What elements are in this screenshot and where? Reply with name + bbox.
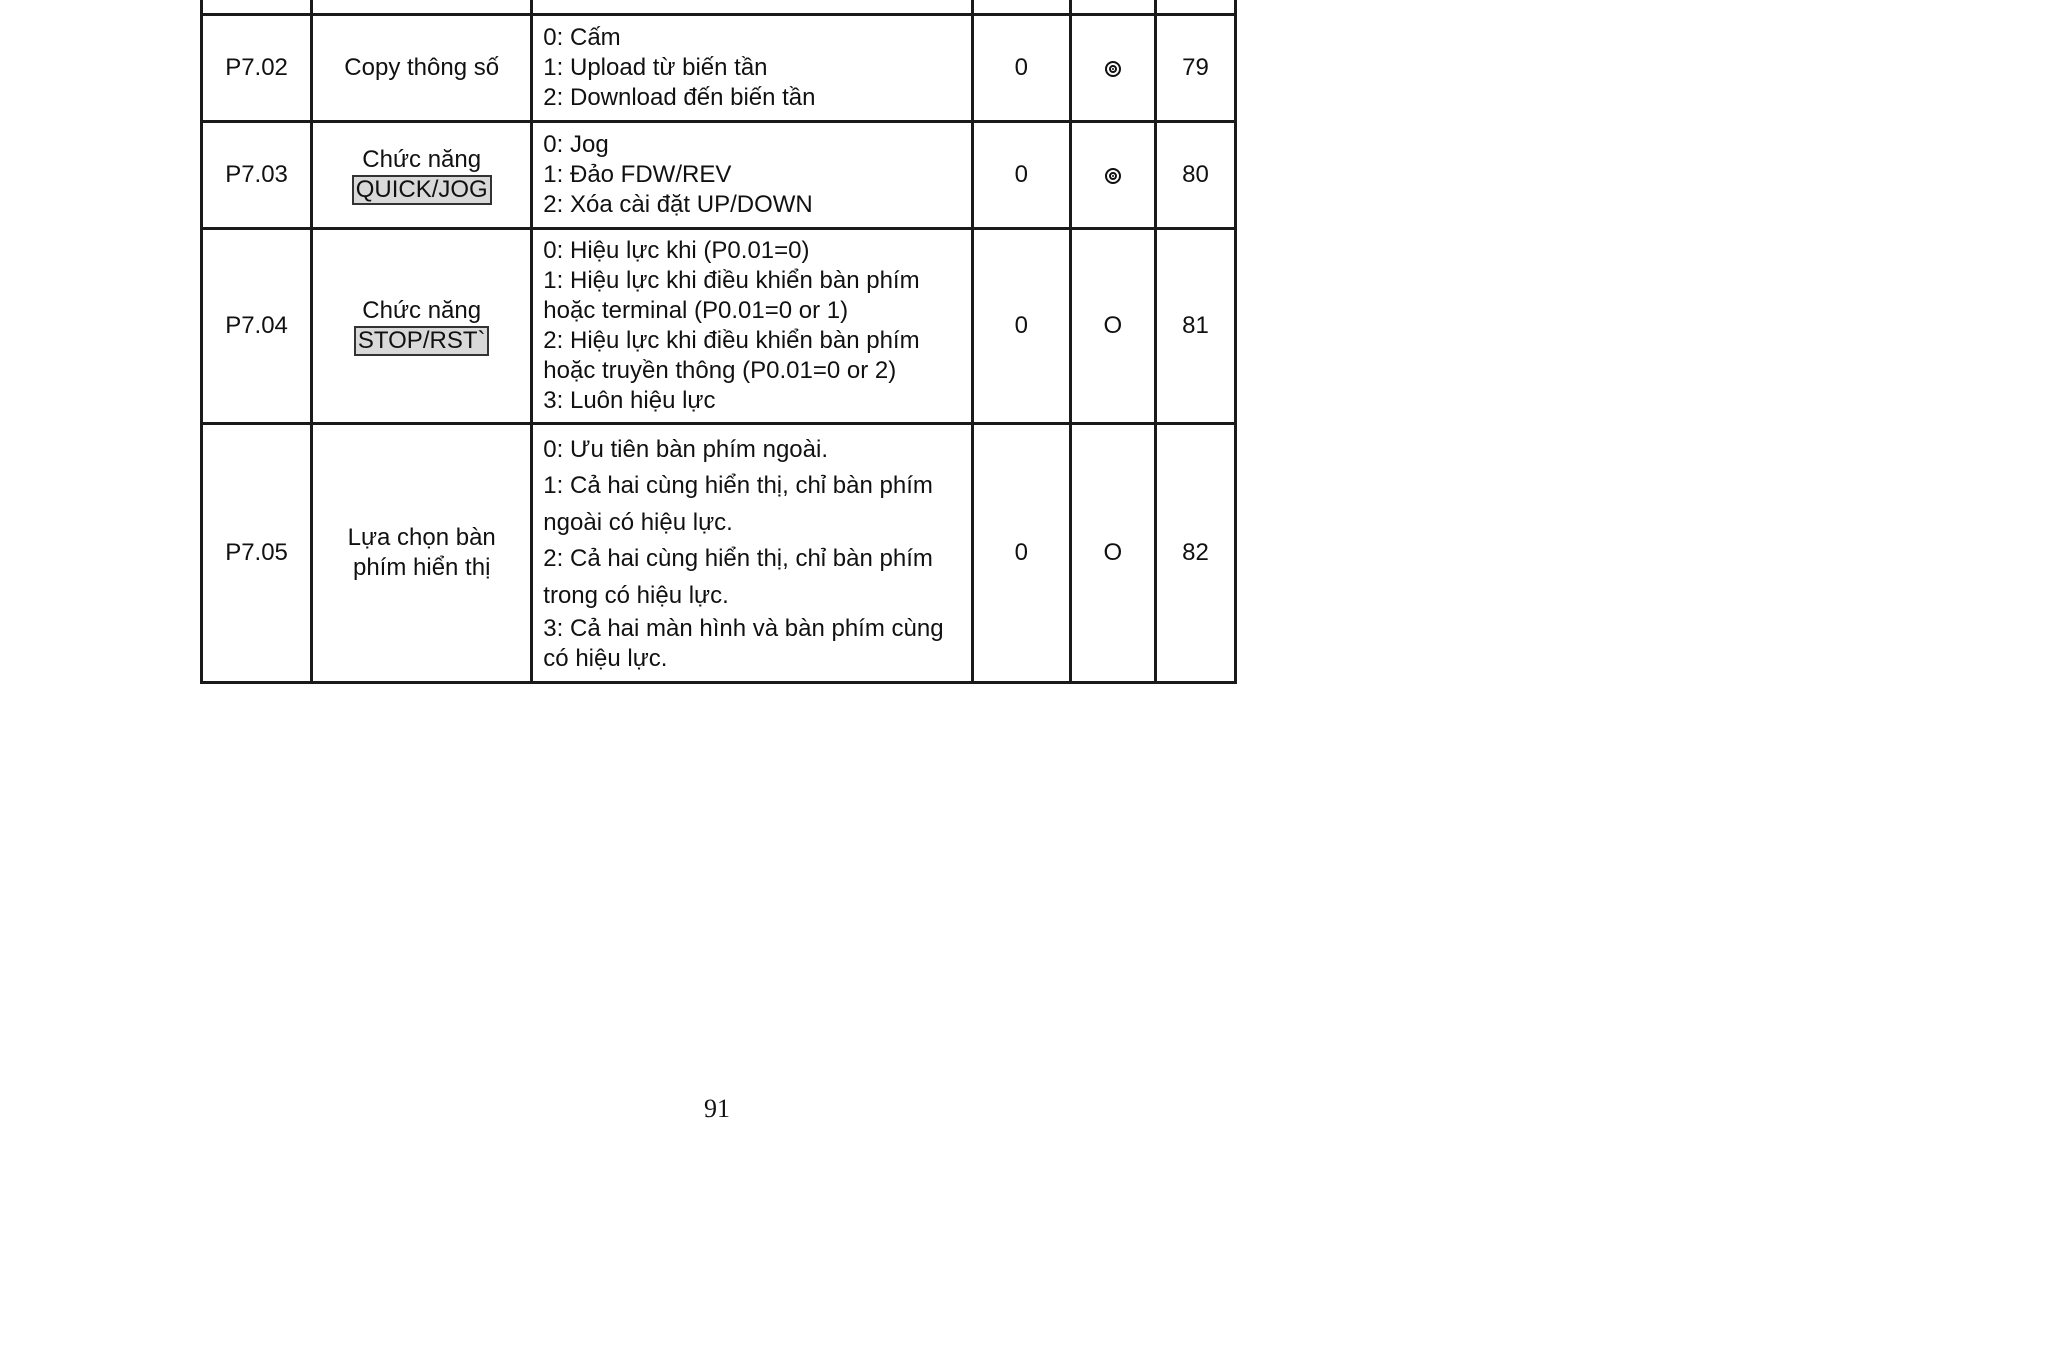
- desc-line: 3: Cả hai màn hình và bàn phím cùng: [543, 615, 944, 643]
- key-label-box: QUICK/JOG: [352, 175, 492, 205]
- table-row: [202, 122, 1236, 229]
- desc-line: 1: Cả hai cùng hiển thị, chỉ bàn phím: [543, 472, 933, 500]
- desc-line: hoặc terminal (P0.01=0 or 1): [543, 297, 849, 324]
- param-code: P7.02: [202, 15, 312, 122]
- desc-line: 1: Đảo FDW/REV: [543, 161, 732, 188]
- param-default: 0: [972, 229, 1070, 424]
- desc-line: 0: Jog: [543, 131, 609, 158]
- desc-line: 3: Luôn hiệu lực: [543, 387, 716, 414]
- desc-line: 2: Cả hai cùng hiển thị, chỉ bàn phím: [543, 545, 933, 573]
- param-name-line: Lựa chọn bàn: [347, 524, 496, 551]
- double-circle-icon: [1105, 61, 1121, 77]
- table-row: [202, 424, 1236, 683]
- key-label-box: STOP/RST`: [354, 326, 490, 356]
- desc-line: 1: Hiệu lực khi điều khiển bàn phím: [543, 267, 920, 294]
- param-number: 82: [1155, 424, 1235, 683]
- param-number: 80: [1155, 122, 1235, 229]
- desc-line: hoặc truyền thông (P0.01=0 or 2): [543, 357, 897, 384]
- param-name: [312, 15, 532, 122]
- param-name-line: phím hiển thị: [352, 554, 491, 581]
- double-circle-icon: [1105, 168, 1121, 184]
- param-number: 79: [1155, 15, 1235, 122]
- param-description: [532, 15, 972, 122]
- param-name-line: Chức năng: [362, 146, 482, 173]
- desc-line: 2: Download đến biến tần: [543, 84, 816, 111]
- param-name-line: Chức năng: [362, 297, 482, 324]
- desc-line: 0: Cấm: [543, 24, 621, 51]
- param-code: P7.05: [202, 424, 312, 683]
- param-change-attr: O: [1070, 229, 1155, 424]
- page-number: 91: [704, 1094, 730, 1123]
- param-name: [312, 122, 532, 229]
- param-change-attr: [1070, 122, 1155, 229]
- param-number: 81: [1155, 229, 1235, 424]
- param-default: 0: [972, 15, 1070, 122]
- param-code: P7.04: [202, 229, 312, 424]
- table-row: [202, 15, 1236, 122]
- param-default: 0: [972, 122, 1070, 229]
- param-code: P7.03: [202, 122, 312, 229]
- param-change-attr: O: [1070, 424, 1155, 683]
- desc-line: trong có hiệu lực.: [543, 581, 729, 609]
- parameter-table: [200, 0, 1237, 684]
- param-default: 0: [972, 424, 1070, 683]
- param-description: [532, 122, 972, 229]
- table-row-previous-cut: [202, 0, 1236, 15]
- desc-line: 1: Upload từ biến tần: [543, 54, 768, 81]
- param-change-attr: [1070, 15, 1155, 122]
- param-description: [532, 229, 972, 424]
- param-description: [532, 424, 972, 683]
- param-name-line: Copy thông số: [344, 54, 500, 81]
- table-row: [202, 229, 1236, 424]
- desc-line: 0: Ưu tiên bàn phím ngoài.: [543, 435, 828, 463]
- desc-line: 0: Hiệu lực khi (P0.01=0): [543, 237, 810, 264]
- desc-line: có hiệu lực.: [543, 645, 668, 673]
- param-name: [312, 424, 532, 683]
- desc-line: 2: Xóa cài đặt UP/DOWN: [543, 191, 813, 218]
- desc-line: ngoài có hiệu lực.: [543, 508, 733, 536]
- desc-line: 2: Hiệu lực khi điều khiển bàn phím: [543, 327, 920, 354]
- param-name: [312, 229, 532, 424]
